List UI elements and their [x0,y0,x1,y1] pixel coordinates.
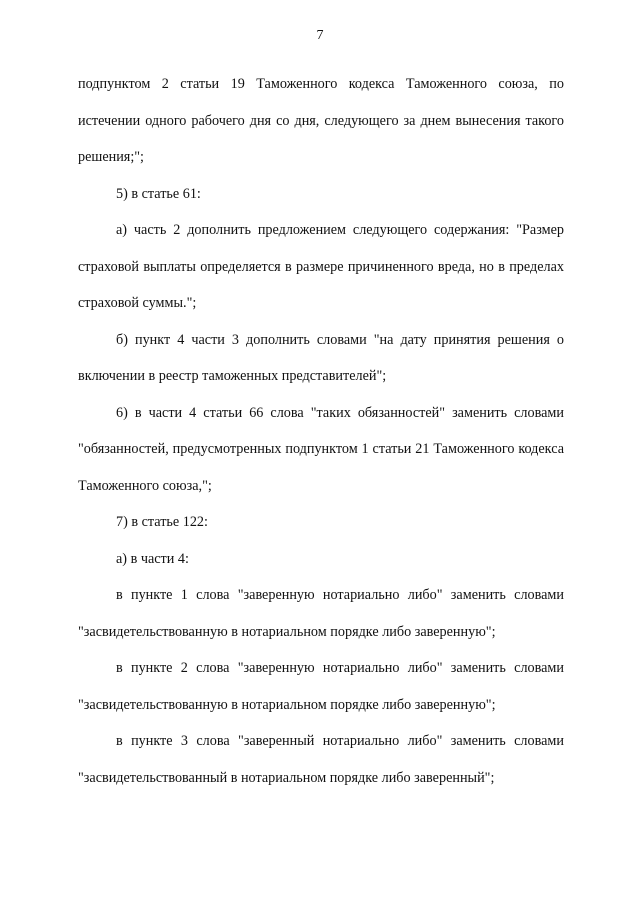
paragraph-item-5: 5) в статье 61: [116,185,201,202]
paragraph-item-7a: а) в части 4: [116,550,189,567]
paragraph-point-1: в пункте 1 слова "заверенную нотариально либо" заменить словами "засвидетельствованную в нотариальном порядке либо заверенную"; [78,587,564,640]
document-body [78,66,564,796]
paragraph-item-5b: б) пункт 4 части 3 дополнить словами "на дату принятия решения о включении в реестр таможенных представителей"; [78,331,564,384]
paragraph-continuation: подпунктом 2 статьи 19 Таможенного кодекса Таможенного союза, по истечении одного рабочего дня со дня, следующего за днем вынесения такого решения;"; [78,76,564,165]
paragraph-point-3: в пункте 3 слова "заверенный нотариально либо" заменить словами "засвидетельствованный в нотариальном порядке либо заверенный"; [78,733,564,786]
paragraph-item-6: 6) в части 4 статьи 66 слова "таких обязанностей" заменить словами "обязанностей, предусмотренных подпунктом 1 статьи 21 Таможенного кодекса Таможенного союза,"; [78,404,564,494]
paragraph-point-2: в пункте 2 слова "заверенную нотариально либо" заменить словами "засвидетельствованную в нотариальном порядке либо заверенную"; [78,660,564,713]
paragraph-item-7: 7) в статье 122: [116,514,208,530]
page-number: 7 [316,28,324,43]
paragraph-item-5a: а) часть 2 дополнить предложением следующего содержания: "Размер страховой выплаты определяется в размере причиненного вреда, но в пределах страховой суммы."; [78,222,564,311]
